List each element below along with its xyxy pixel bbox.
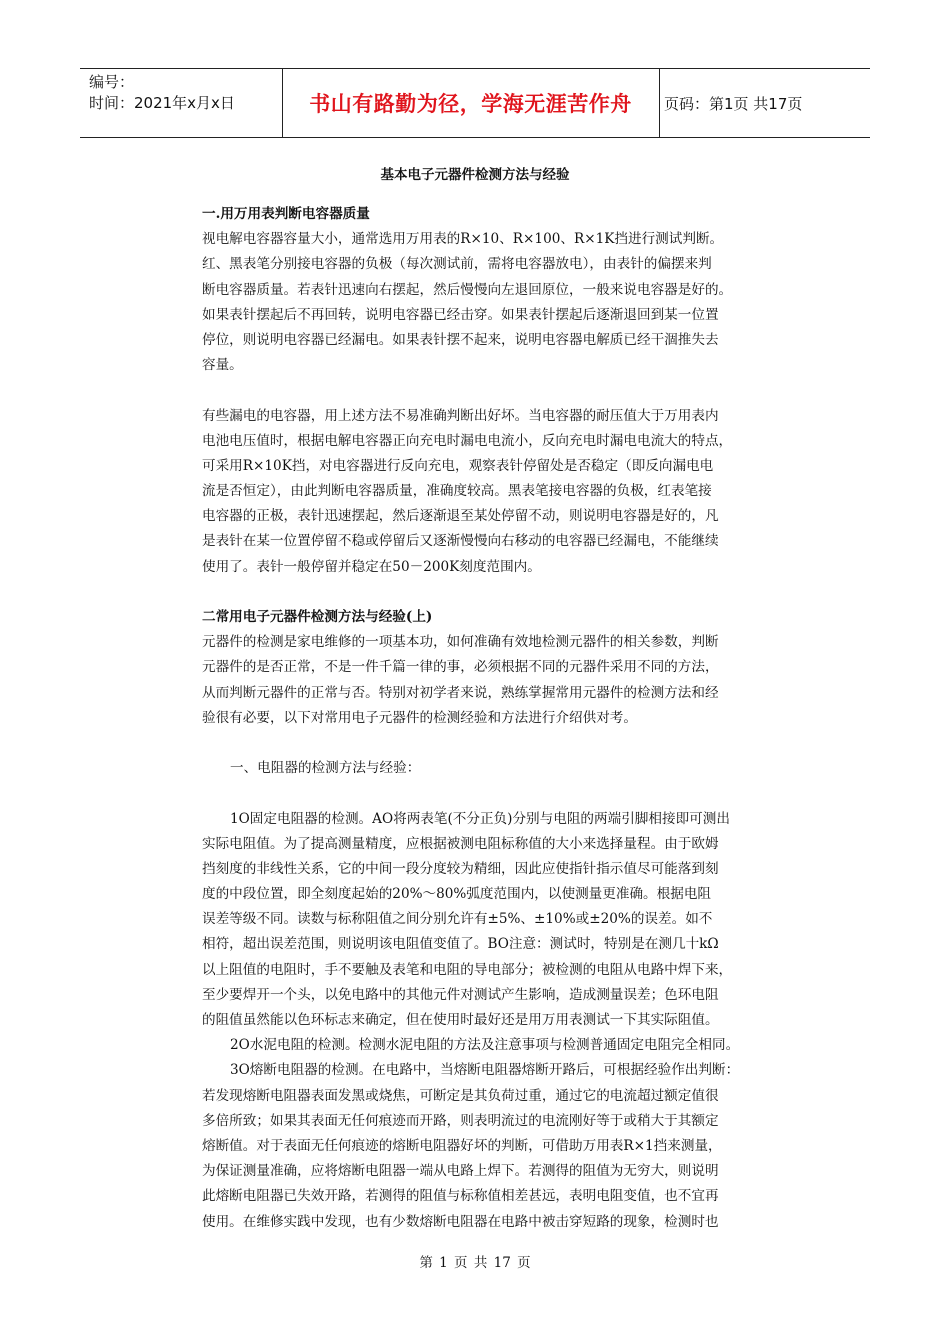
text-line: 误差等级不同。读数与标称阻值之间分别允许有±5%、±10%或±20%的误差。如不 bbox=[202, 911, 713, 928]
text-line: 多倍所致；如果其表面无任何痕迹而开路，则表明流过的电流刚好等于或稍大于其额定 bbox=[202, 1112, 719, 1129]
text-line: 3O熔断电阻器的检测。在电路中，当熔断电阻器熔断开路后，可根据经验作出判断： bbox=[230, 1062, 740, 1079]
text-line: 可采用R×10K挡，对电容器进行反向充电，观察表针停留处是否稳定（即反向漏电电 bbox=[202, 457, 714, 474]
text-line: 实际电阻值。为了提高测量精度，应根据被测电阻标称值的大小来选择量程。由于欧姆 bbox=[202, 835, 719, 852]
blank-line bbox=[202, 731, 762, 756]
text-line: 使用。在维修实践中发现，也有少数熔断电阻器在电路中被击穿短路的现象，检测时也 bbox=[202, 1213, 719, 1230]
text-line: 若发现熔断电阻器表面发黑或烧焦，可断定是其负荷过重，通过它的电流超过额定值很 bbox=[202, 1087, 719, 1104]
header-motto: 书山有路勤为径，学海无涯苦作舟 bbox=[309, 92, 632, 116]
text-line: 一、电阻器的检测方法与经验： bbox=[230, 760, 421, 777]
text-line: 是表针在某一位置停留不稳或停留后又逐渐慢慢向右移动的电容器已经漏电，不能继续 bbox=[202, 533, 719, 550]
text-line: 挡刻度的非线性关系，它的中间一段分度较为精细，因此应使指针指示值尽可能落到刻 bbox=[202, 860, 719, 877]
text-line: 2O水泥电阻的检测。检测水泥电阻的方法及注意事项与检测普通固定电阻完全相同。 bbox=[230, 1037, 740, 1054]
text-line: 元器件的检测是家电维修的一项基本功，如何准确有效地检测元器件的相关参数，判断 bbox=[202, 634, 719, 651]
date-label: 时间：2021年x月x日 bbox=[89, 94, 235, 112]
text-line: 从而判断元器件的正常与否。特别对初学者来说，熟练掌握常用元器件的检测方法和经 bbox=[202, 684, 719, 701]
text-line: 元器件的是否正常，不是一件千篇一律的事，必须根据不同的元器件采用不同的方法， bbox=[202, 659, 719, 676]
blank-line bbox=[202, 580, 762, 605]
text-line: 相符，超出误差范围，则说明该电阻值变值了。BO注意：测试时，特别是在测几十kΩ bbox=[202, 936, 719, 953]
text-line: 至少要焊开一个头，以免电路中的其他元件对测试产生影响，造成测量误差；色环电阻 bbox=[202, 986, 719, 1003]
text-line: 度的中段位置，即全刻度起始的20%～80%弧度范围内，以使测量更准确。根据电阻 bbox=[202, 886, 712, 903]
text-line: 电池电压值时，根据电解电容器正向充电时漏电电流小，反向充电时漏电电流大的特点， bbox=[202, 432, 733, 449]
text-line: 有些漏电的电容器，用上述方法不易准确判断出好坏。当电容器的耐压值大于万用表内 bbox=[202, 407, 719, 424]
text-line: 此熔断电阻器已失效开路，若测得的阻值与标称值相差甚远，表明电阻变值，也不宜再 bbox=[202, 1188, 719, 1205]
text-line: 视电解电容器容量大小，通常选用万用表的R×10、R×100、R×1K挡进行测试判断。 bbox=[202, 231, 724, 248]
blank-line bbox=[202, 378, 762, 403]
text-line: 容量。 bbox=[202, 357, 243, 374]
text-line: 红、黑表笔分别接电容器的负极（每次测试前，需将电容器放电），由表针的偏摆来判 bbox=[202, 256, 712, 273]
blank-line bbox=[202, 781, 762, 806]
text-line: 1O固定电阻器的检测。AO将两表笔(不分正负)分别与电阻的两端引脚相接即可测出 bbox=[230, 810, 730, 827]
text-line: 断电容器质量。若表针迅速向右摆起，然后慢慢向左退回原位，一般来说电容器是好的。 bbox=[202, 281, 733, 298]
text-line: 熔断值。对于表面无任何痕迹的熔断电阻器好坏的判断，可借助万用表R×1挡来测量， bbox=[202, 1137, 722, 1154]
document-title: 基本电子元器件检测方法与经验 bbox=[380, 167, 570, 183]
text-line: 以上阻值的电阻时，手不要触及表笔和电阻的导电部分；被检测的电阻从电路中焊下来， bbox=[202, 961, 733, 978]
document-body bbox=[202, 202, 762, 1235]
text-line: 停位，则说明电容器已经漏电。如果表针摆不起来，说明电容器电解质已经干涸推失去 bbox=[202, 331, 719, 348]
section-heading: 一.用万用表判断电容器质量 bbox=[202, 206, 370, 222]
header-page-info: 页码：第1页 共17页 bbox=[664, 95, 803, 113]
header-meta bbox=[89, 72, 279, 114]
page-footer: 第 1 页 共 17 页 bbox=[419, 1255, 531, 1271]
page-header bbox=[80, 68, 870, 138]
number-label: 编号： bbox=[89, 73, 135, 91]
text-line: 流是否恒定），由此判断电容器质量，准确度较高。黑表笔接电容器的负极，红表笔接 bbox=[202, 483, 712, 500]
text-line: 电容器的正极，表针迅速摆起，然后逐渐退至某处停留不动，则说明电容器是好的，凡 bbox=[202, 508, 719, 525]
text-line: 的阻值虽然能以色环标志来确定，但在使用时最好还是用万用表测试一下其实际阻值。 bbox=[202, 1012, 719, 1028]
section-heading: 二常用电子元器件检测方法与经验(上) bbox=[202, 609, 433, 625]
text-line: 如果表针摆起后不再回转，说明电容器已经击穿。如果表针摆起后逐渐退回到某一位置 bbox=[202, 306, 719, 323]
text-line: 为保证测量准确，应将熔断电阻器一端从电路上焊下。若测得的阻值为无穷大，则说明 bbox=[202, 1163, 719, 1180]
header-divider-right bbox=[659, 69, 660, 137]
text-line: 使用了。表针一般停留并稳定在50－200K刻度范围内。 bbox=[202, 558, 541, 575]
text-line: 验很有必要，以下对常用电子元器件的检测经验和方法进行介绍供对考。 bbox=[202, 709, 637, 726]
